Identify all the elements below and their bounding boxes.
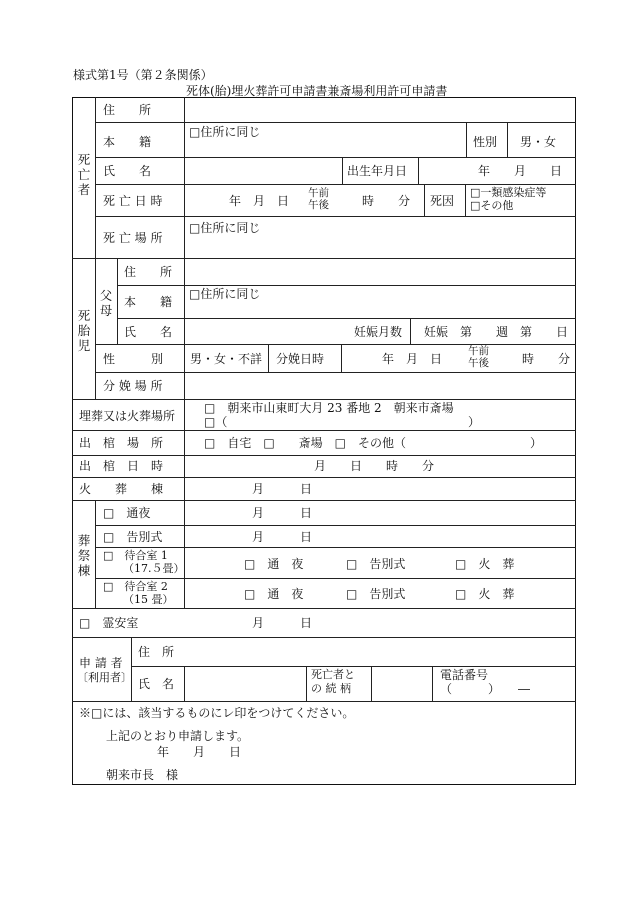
line bbox=[95, 344, 576, 345]
line bbox=[184, 666, 185, 701]
phone-format: （ ） ― bbox=[440, 682, 531, 696]
line bbox=[466, 122, 467, 157]
departure-datetime-label: 出 棺 日 時 bbox=[79, 459, 164, 473]
line bbox=[95, 372, 576, 373]
line bbox=[95, 258, 96, 399]
deceased-group-label: 死亡者 bbox=[77, 152, 91, 197]
cremation-date-format: 月 日 bbox=[252, 482, 313, 496]
delivery-datetime-label: 分娩日時 bbox=[276, 352, 325, 366]
room1-ceremony-checkbox[interactable]: □ 告別式 bbox=[346, 557, 406, 571]
death-am-label[interactable]: 午前 bbox=[308, 187, 329, 199]
deceased-address-label: 住 所 bbox=[103, 103, 152, 117]
departure-place-label: 出 棺 場 所 bbox=[79, 436, 164, 450]
death-place-label: 死 亡 場 所 bbox=[103, 231, 163, 245]
line bbox=[371, 666, 372, 701]
mortuary-checkbox[interactable]: □ 霊安室 bbox=[79, 616, 139, 630]
waiting-room-2-size: （15 畳） bbox=[123, 593, 174, 606]
burial-place-label: 埋葬又は火葬場所 bbox=[79, 409, 176, 423]
line bbox=[72, 637, 576, 638]
line bbox=[410, 318, 411, 344]
death-date-format: 年 月 日 bbox=[229, 194, 290, 208]
room2-wake-checkbox[interactable]: □ 通 夜 bbox=[244, 587, 304, 601]
user-label: 〔利用者〕 bbox=[77, 671, 132, 684]
stillbirth-sex-label: 性 別 bbox=[103, 352, 164, 366]
room1-cremation-checkbox[interactable]: □ 火 葬 bbox=[455, 557, 515, 571]
room2-cremation-checkbox[interactable]: □ 火 葬 bbox=[455, 587, 515, 601]
death-place-checkbox[interactable]: □住所に同じ bbox=[189, 221, 261, 235]
line bbox=[117, 318, 576, 319]
line bbox=[72, 701, 576, 702]
cause-label: 死因 bbox=[430, 194, 455, 208]
line bbox=[131, 637, 132, 701]
stillbirth-group-label: 死胎児 bbox=[77, 308, 91, 353]
line bbox=[432, 666, 433, 701]
application-statement: 上記のとおり申請します。 bbox=[106, 729, 250, 743]
delivery-am-label[interactable]: 午前 bbox=[468, 345, 489, 357]
delivery-date-format: 年 月 日 bbox=[382, 352, 443, 366]
delivery-place-label: 分 娩 場 所 bbox=[103, 379, 163, 393]
line bbox=[72, 258, 576, 259]
parent-domicile-label: 本 籍 bbox=[124, 295, 173, 309]
line bbox=[184, 258, 185, 399]
line bbox=[465, 184, 466, 216]
funeral-wake-date-format: 月 日 bbox=[252, 506, 313, 520]
relationship-label-line2: の 続 柄 bbox=[311, 682, 351, 695]
form-title: 死体(胎)埋火葬許可申請書兼斎場利用許可申請書 bbox=[186, 84, 448, 98]
departure-place-close: ） bbox=[530, 436, 543, 450]
cremation-label: 火 葬 棟 bbox=[79, 482, 164, 496]
burial-option-asago[interactable]: □ 朝来市山東町大月 23 番地 2 朝来市斎場 bbox=[204, 401, 454, 415]
phone-label: 電話番号 bbox=[440, 668, 489, 682]
line bbox=[342, 157, 343, 184]
applicant-name-label: 氏 名 bbox=[138, 677, 175, 691]
departure-datetime-format: 月 日 時 分 bbox=[314, 459, 435, 473]
line bbox=[268, 344, 269, 372]
funeral-wake-checkbox[interactable]: □ 通夜 bbox=[103, 506, 151, 520]
line bbox=[95, 184, 576, 185]
waiting-room-2-checkbox[interactable]: □ 待合室 2 bbox=[103, 580, 168, 593]
line bbox=[341, 344, 342, 372]
burial-option-other-close: ） bbox=[468, 415, 481, 429]
cause-option-other[interactable]: □その他 bbox=[470, 199, 514, 212]
funeral-ceremony-checkbox[interactable]: □ 告別式 bbox=[103, 530, 163, 544]
deceased-domicile-checkbox[interactable]: □住所に同じ bbox=[189, 125, 261, 139]
line bbox=[95, 578, 576, 579]
parent-domicile-checkbox[interactable]: □住所に同じ bbox=[189, 287, 261, 301]
pregnancy-months-label: 妊娠月数 bbox=[354, 325, 403, 339]
addressee: 朝来市長 様 bbox=[106, 768, 179, 782]
funeral-ceremony-date-format: 月 日 bbox=[252, 530, 313, 544]
death-pm-label[interactable]: 午後 bbox=[308, 199, 329, 211]
pregnancy-weeks-format: 妊娠 第 週 第 日 bbox=[424, 325, 569, 339]
line bbox=[117, 285, 576, 286]
delivery-time-format: 時 分 bbox=[522, 352, 571, 366]
line bbox=[72, 399, 576, 400]
deceased-name-label: 氏 名 bbox=[103, 164, 152, 178]
parents-label: 父母 bbox=[99, 288, 113, 318]
line bbox=[72, 477, 576, 478]
line bbox=[72, 500, 576, 501]
line bbox=[184, 97, 185, 258]
relationship-label-line1: 死亡者と bbox=[311, 668, 355, 681]
departure-place-options[interactable]: □ 自宅 □ 斎場 □ その他（ bbox=[204, 436, 407, 450]
waiting-room-1-checkbox[interactable]: □ 待合室 1 bbox=[103, 549, 168, 562]
applicant-label: 申 請 者 bbox=[79, 656, 123, 670]
line bbox=[72, 430, 576, 431]
deceased-domicile-label: 本 籍 bbox=[103, 135, 152, 149]
applicant-address-label: 住 所 bbox=[138, 645, 175, 659]
line bbox=[95, 547, 576, 548]
waiting-room-1-size: （17.５畳） bbox=[123, 562, 185, 575]
line bbox=[184, 399, 185, 608]
line bbox=[95, 525, 576, 526]
death-datetime-label: 死 亡 日 時 bbox=[103, 194, 163, 208]
parent-name-label: 氏 名 bbox=[124, 325, 173, 339]
line bbox=[131, 666, 576, 667]
room1-wake-checkbox[interactable]: □ 通 夜 bbox=[244, 557, 304, 571]
mortuary-date-format: 月 日 bbox=[252, 616, 313, 630]
form-number: 様式第1号（第２条関係） bbox=[73, 68, 213, 82]
line bbox=[117, 258, 118, 344]
birthdate-label: 出生年月日 bbox=[347, 164, 408, 178]
application-date-format: 年 月 日 bbox=[157, 745, 242, 759]
parent-address-label: 住 所 bbox=[124, 265, 173, 279]
line bbox=[95, 157, 576, 158]
birthdate-format: 年 月 日 bbox=[478, 164, 563, 178]
line bbox=[95, 216, 576, 217]
burial-option-other[interactable]: □（ bbox=[204, 415, 228, 429]
delivery-pm-label[interactable]: 午後 bbox=[468, 357, 489, 369]
line bbox=[72, 608, 576, 609]
line bbox=[95, 97, 96, 258]
room2-ceremony-checkbox[interactable]: □ 告別式 bbox=[346, 587, 406, 601]
checkbox-note: ※□には、該当するものにレ印をつけてください。 bbox=[79, 706, 355, 720]
line bbox=[424, 184, 425, 216]
funeral-hall-group-label: 葬祭棟 bbox=[77, 533, 91, 578]
death-time-format: 時 分 bbox=[362, 194, 411, 208]
line bbox=[72, 455, 576, 456]
deceased-sex-label: 性別 bbox=[473, 135, 498, 149]
deceased-sex-options[interactable]: 男・女 bbox=[520, 135, 557, 149]
cause-option-infectious[interactable]: □一類感染症等 bbox=[470, 186, 547, 199]
line bbox=[507, 122, 508, 157]
line bbox=[95, 122, 576, 123]
line bbox=[306, 666, 307, 701]
line bbox=[95, 500, 96, 608]
line bbox=[418, 157, 419, 184]
stillbirth-sex-options[interactable]: 男・女・不詳 bbox=[190, 352, 263, 366]
